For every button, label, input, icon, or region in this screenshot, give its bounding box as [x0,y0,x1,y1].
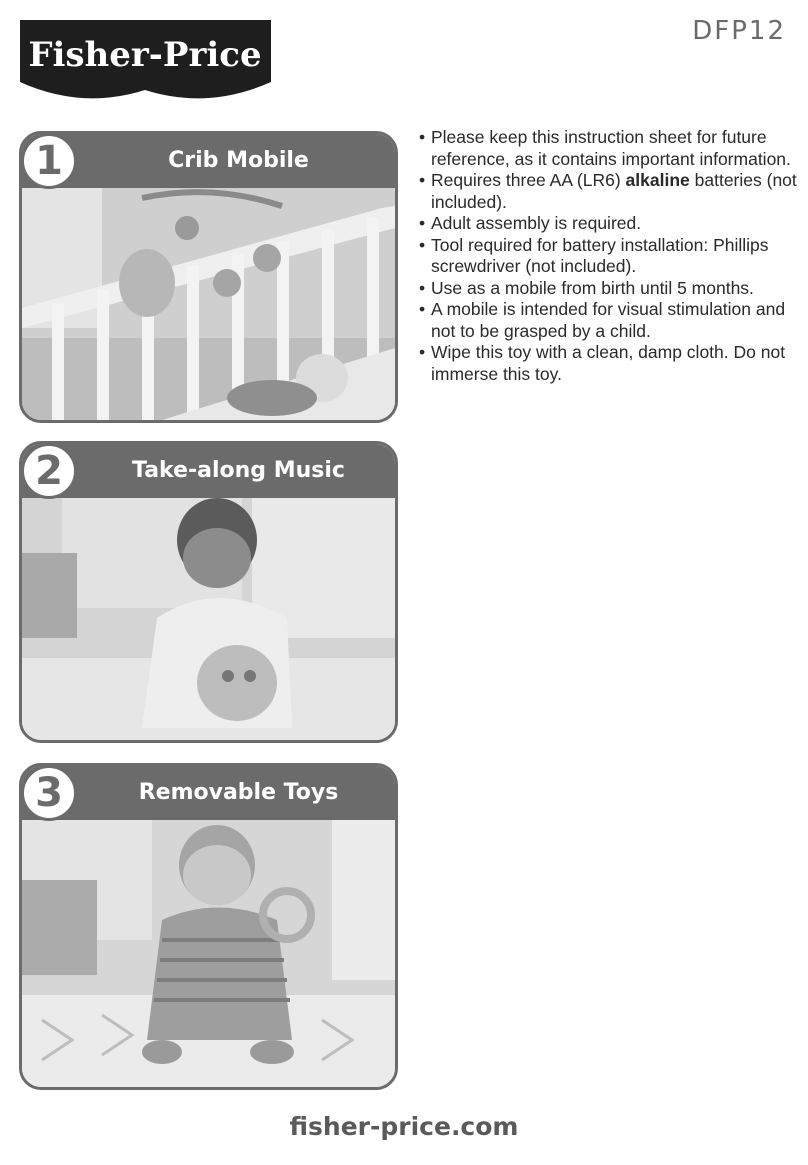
instruction-item: • A mobile is intended for visual stimulation and not to be grasped by a child. [417,299,797,342]
step-number: 3 [21,765,77,821]
instruction-item: • Use as a mobile from birth until 5 months. [417,278,797,300]
removable-toys-photo [22,820,395,1087]
step-number: 2 [21,443,77,499]
panel-title: Removable Toys [138,780,339,805]
panel-crib-mobile [19,131,398,423]
take-along-music-photo [22,498,395,740]
panel-header [22,766,395,820]
model-number: DFP12 [692,16,786,46]
instruction-item: • Tool required for battery installation: Phillips screwdriver (not included). [417,235,797,278]
panel-title: Crib Mobile [168,148,309,173]
instruction-list [417,127,797,385]
fisher-price-logo [20,20,271,100]
panel-header [22,444,395,498]
panel-removable-toys [19,763,398,1090]
step-number: 1 [21,133,77,189]
panel-header [22,134,395,188]
crib-mobile-photo [22,188,395,420]
website-url: fisher-price.com [289,1112,519,1141]
instruction-item: • Adult assembly is required. [417,213,797,235]
panel-title: Take-along Music [132,458,345,483]
logo-wordmark: Fisher-Price [28,35,262,75]
instruction-item: • Please keep this instruction sheet for future reference, as it contains important information. [417,127,797,170]
instruction-item: • Requires three AA (LR6) alkaline batteries (not included). [417,170,797,213]
instruction-item: • Wipe this toy with a clean, damp cloth. Do not immerse this toy. [417,342,797,385]
panel-take-along-music [19,441,398,743]
